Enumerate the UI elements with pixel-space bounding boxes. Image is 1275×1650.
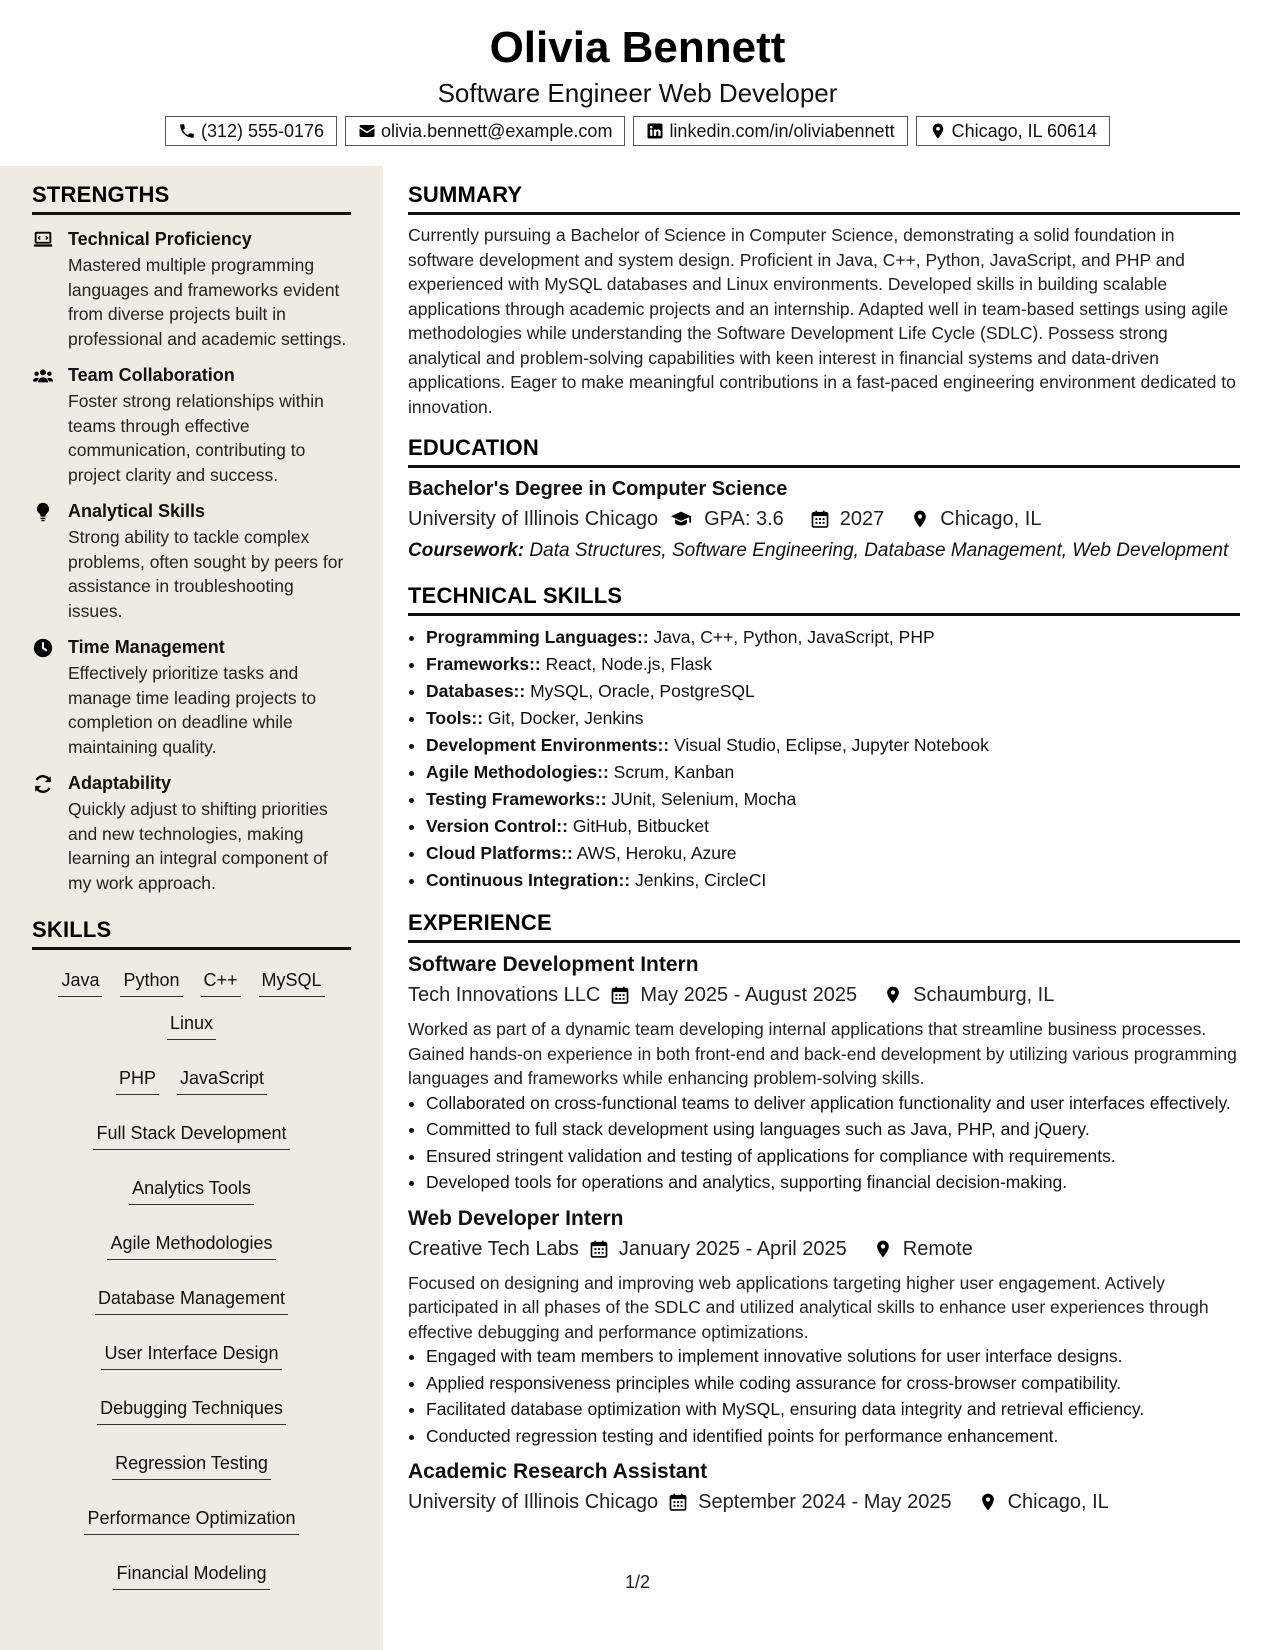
tech-skill-item: • Testing Frameworks:: JUnit, Selenium, Mocha [426, 786, 1240, 813]
strength-desc: Effectively prioritize tasks and manage time leading projects to completion on deadline while maintaining quality. [68, 663, 317, 757]
company-name: University of Illinois Chicago [408, 1491, 659, 1513]
strength-title: Analytical Skills [68, 501, 206, 521]
job-location: Schaumburg, IL [913, 984, 1055, 1006]
users-icon [32, 365, 54, 387]
sync-icon [32, 773, 54, 795]
tech-skill-item: • Frameworks:: React, Node.js, Flask [426, 651, 1240, 678]
contact-linkedin[interactable] [633, 116, 907, 146]
job-location: Chicago, IL [1007, 1491, 1109, 1513]
education-meta [408, 505, 1240, 533]
skill-tag: Full Stack Development [93, 1119, 289, 1150]
strength-item [32, 363, 351, 487]
education-heading: EDUCATION [408, 435, 1240, 468]
strength-item [32, 499, 351, 623]
job-entry [408, 1460, 1240, 1516]
technical-skills-section [408, 583, 1240, 894]
job-meta [408, 981, 1240, 1009]
skill-tag: MySQL [259, 966, 325, 997]
strength-title: Team Collaboration [68, 365, 235, 385]
job-entry [408, 1207, 1240, 1449]
technical-skills-list [408, 624, 1240, 894]
calendar-icon [610, 985, 630, 1005]
strength-item [32, 227, 351, 351]
strength-desc: Quickly adjust to shifting priorities and new technologies, making learning an integral component of my work approach. [68, 799, 328, 893]
job-location: Remote [902, 1237, 973, 1260]
skill-tag: Linux [167, 1009, 216, 1040]
clock-icon [32, 637, 54, 659]
map-marker-icon [929, 122, 947, 140]
contact-email[interactable] [345, 116, 625, 146]
skill-tag: Debugging Techniques [97, 1394, 286, 1425]
job-description: Worked as part of a dynamic team developing internal applications that streamline business processes. Gained hands-on experience in both front-end and back-end development by utilizing various programming languages and frameworks while enhancing problem-solving skills. [408, 1019, 1237, 1088]
job-meta [408, 1235, 1240, 1263]
job-bullets [408, 1344, 1240, 1448]
degree-title: Bachelor's Degree in Computer Science [408, 478, 788, 500]
phone-icon [178, 122, 196, 140]
job-title: Academic Research Assistant [408, 1460, 708, 1483]
linkedin-text: linkedin.com/in/oliviabennett [669, 121, 895, 141]
summary-text: Currently pursuing a Bachelor of Science in Computer Science, demonstrating a solid foundation in software development and system design. Proficient in Java, C++, Python, JavaScript, and PHP and experienced with MySQL databases and Linux environments. Developed skills in building scalable applications through academic projects and an internship. Adapted well in team-based settings using agile methodologies while understanding the Software Development Life Cycle (SDLC). Possess strong analytical and problem-solving capabilities with keen interest in financial systems and data-driven applications. Eager to make meaningful contributions in a fast-paced engineering environment dedicated to innovation. [408, 225, 1236, 417]
candidate-role: Software Engineer Web Developer [437, 78, 838, 108]
location-text: Chicago, IL 60614 [951, 121, 1098, 141]
tech-skill-item: • Cloud Platforms:: AWS, Heroku, Azure [426, 840, 1240, 867]
job-bullets [408, 1091, 1240, 1195]
job-bullet: • Collaborated on cross-functional teams to deliver application functionality and user interfaces effectively. [426, 1091, 1240, 1116]
coursework-label: Coursework: [408, 540, 525, 561]
job-title: Web Developer Intern [408, 1206, 624, 1230]
contact-location[interactable] [916, 116, 1110, 146]
tech-skill-item: • Version Control:: GitHub, Bitbucket [426, 813, 1240, 840]
tech-skill-item: • Continuous Integration:: Jenkins, CircleCI [426, 867, 1240, 894]
map-marker-icon [910, 509, 930, 529]
job-bullet: • Facilitated database optimization with MySQL, ensuring data integrity and retrieval efficiency. [426, 1397, 1240, 1422]
linkedin-icon [646, 122, 664, 140]
tech-skill-item: • Agile Methodologies:: Scrum, Kanban [426, 759, 1240, 786]
company-name: Creative Tech Labs [408, 1237, 579, 1260]
skill-tag: JavaScript [177, 1064, 267, 1095]
skill-tag: User Interface Design [101, 1339, 281, 1370]
skills-heading: SKILLS [32, 917, 351, 950]
contact-bar [0, 116, 1275, 146]
school-name: University of Illinois Chicago [408, 508, 659, 530]
strength-desc: Mastered multiple programming languages and frameworks evident from diverse projects built in professional and academic settings. [68, 255, 347, 349]
strength-title: Adaptability [68, 773, 172, 793]
map-marker-icon [883, 985, 903, 1005]
tech-skill-item: • Development Environments:: Visual Studio, Eclipse, Jupyter Notebook [426, 732, 1240, 759]
skill-tag: Java [58, 966, 102, 997]
technical-skills-heading: TECHNICAL SKILLS [408, 583, 1240, 616]
calendar-icon [810, 509, 830, 529]
strength-desc: Foster strong relationships within teams through effective communication, contributing to project clarity and success. [68, 391, 324, 485]
coursework [408, 539, 1240, 563]
map-marker-icon [978, 1492, 998, 1512]
skill-tag: Analytics Tools [129, 1174, 254, 1205]
strength-item [32, 635, 351, 759]
skill-tag: C++ [201, 966, 241, 997]
strength-title: Technical Proficiency [68, 229, 252, 249]
strength-desc: Strong ability to tackle complex problems, often sought by peers for assistance in troubleshooting issues. [68, 527, 344, 621]
phone-text: (312) 555-0176 [200, 121, 325, 141]
job-bullet: • Conducted regression testing and identified points for performance enhancement. [426, 1424, 1240, 1449]
tech-skill-item: • Databases:: MySQL, Oracle, PostgreSQL [426, 678, 1240, 705]
job-bullet: • Engaged with team members to implement innovative solutions for user interface designs. [426, 1344, 1240, 1369]
summary-heading: SUMMARY [408, 182, 1240, 215]
strengths-heading: STRENGTHS [32, 182, 351, 215]
company-name: Tech Innovations LLC [408, 984, 601, 1006]
calendar-icon [668, 1492, 688, 1512]
lightbulb-icon [32, 501, 54, 523]
skill-tag: Database Management [95, 1284, 288, 1315]
skill-tag: PHP [116, 1064, 159, 1095]
strength-item [32, 771, 351, 895]
main-content [408, 166, 1240, 1516]
coursework-text: Data Structures, Software Engineering, Database Management, Web Development [524, 540, 1229, 561]
strength-title: Time Management [68, 637, 225, 657]
experience-section [408, 910, 1240, 1516]
laptop-code-icon [32, 229, 54, 251]
job-bullet: • Committed to full stack development using languages such as Java, PHP, and jQuery. [426, 1117, 1240, 1142]
experience-heading: EXPERIENCE [408, 910, 1240, 943]
graduation-year: 2027 [839, 508, 885, 530]
skill-tag: Agile Methodologies [107, 1229, 275, 1260]
page-number: 1/2 [624, 1572, 651, 1592]
resume-header [0, 0, 1275, 146]
contact-phone[interactable] [165, 116, 337, 146]
job-dates: September 2024 - May 2025 [698, 1491, 952, 1513]
skills-list [32, 966, 351, 1590]
candidate-name: Olivia Bennett [489, 23, 786, 72]
job-bullet: • Applied responsiveness principles while coding assurance for cross-browser compatibility. [426, 1371, 1240, 1396]
skill-tag: Financial Modeling [113, 1559, 269, 1590]
tech-skill-item: • Tools:: Git, Docker, Jenkins [426, 705, 1240, 732]
job-title: Software Development Intern [408, 953, 699, 976]
gpa-text: GPA: 3.6 [704, 508, 784, 530]
job-entry [408, 953, 1240, 1195]
skill-tag: Python [120, 966, 182, 997]
calendar-icon [589, 1239, 609, 1259]
job-dates: May 2025 - August 2025 [640, 984, 858, 1006]
tech-skill-item: • Programming Languages:: Java, C++, Python, JavaScript, PHP [426, 624, 1240, 651]
envelope-icon [358, 122, 376, 140]
education-section [408, 435, 1240, 563]
sidebar [0, 166, 383, 1650]
email-text: olivia.bennett@example.com [381, 121, 613, 141]
school-location: Chicago, IL [940, 508, 1042, 530]
skill-tag: Performance Optimization [84, 1504, 298, 1535]
job-bullet: • Ensured stringent validation and testing of applications for compliance with requirements. [426, 1144, 1240, 1169]
job-meta [408, 1488, 1240, 1516]
job-description: Focused on designing and improving web applications targeting higher user engagement. Actively participated in all phases of the SDLC and utilized analytical skills to enhance user experiences through effective debugging and performance optimizations. [408, 1272, 1209, 1342]
job-bullet: • Developed tools for operations and analytics, supporting financial decision-making. [426, 1170, 1240, 1195]
map-marker-icon [873, 1239, 893, 1259]
graduation-cap-icon [668, 508, 694, 530]
skill-tag: Regression Testing [112, 1449, 271, 1480]
job-dates: January 2025 - April 2025 [618, 1237, 847, 1260]
